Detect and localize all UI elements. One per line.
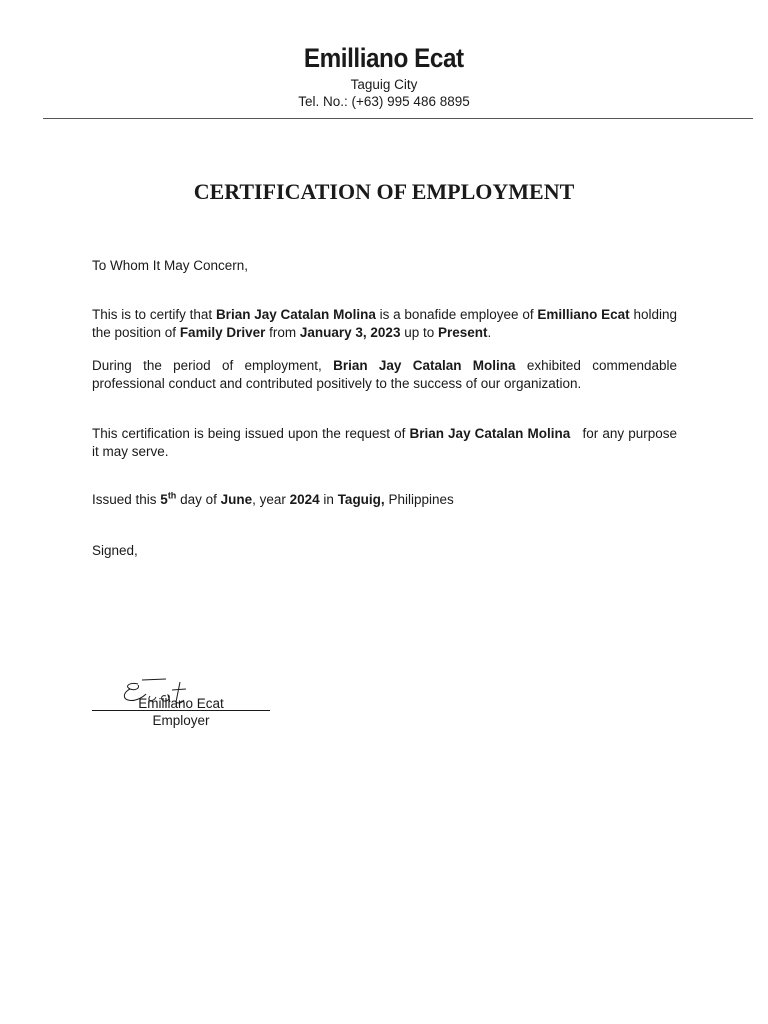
issue-day: 5th bbox=[160, 490, 177, 507]
letterhead-divider bbox=[43, 118, 753, 119]
signature-block bbox=[92, 676, 270, 736]
conduct-paragraph: During the period of employment, Brian Jay Catalan Molina exhibited commendable professional conduct and contributed positively to the success of our organization. bbox=[92, 358, 677, 391]
employee-name: Brian Jay Catalan Molina bbox=[215, 307, 376, 322]
signatory-title: Employer bbox=[152, 713, 210, 728]
end-date: Present bbox=[437, 324, 488, 340]
employee-name: Brian Jay Catalan Molina bbox=[409, 426, 571, 441]
certification-paragraph: This is to certify that Brian Jay Catalan Molina is a bonafide employee of Emilliano Ecat holding the position of Family Driver from January 3, 2023 up to Present. bbox=[92, 307, 677, 340]
company-name: Emilliano Ecat bbox=[304, 43, 464, 73]
employee-name: Brian Jay Catalan Molina bbox=[333, 358, 516, 373]
letterhead bbox=[0, 42, 768, 110]
company-city: Taguig City bbox=[350, 77, 418, 92]
issue-month: June bbox=[220, 492, 253, 507]
issue-place: Taguig, bbox=[337, 492, 385, 507]
signatory-name: Emilliano Ecat bbox=[138, 696, 224, 711]
salutation: To Whom It May Concern, bbox=[92, 258, 249, 273]
signed-label: Signed, bbox=[92, 543, 138, 558]
issue-year: 2024 bbox=[289, 492, 320, 507]
position-title: Family Driver bbox=[179, 324, 266, 340]
purpose-paragraph: This certification is being issued upon the request of Brian Jay Catalan Molina for any purpose it may serve. bbox=[92, 426, 681, 459]
company-telephone: Tel. No.: (+63) 995 486 8895 bbox=[298, 94, 470, 109]
document-title: CERTIFICATION OF EMPLOYMENT bbox=[193, 179, 575, 204]
issued-line: Issued this 5th day of June, year 2024 in Taguig, Philippines bbox=[92, 490, 454, 507]
employer-name: Emilliano Ecat bbox=[537, 307, 630, 322]
start-date: January 3, 2023 bbox=[299, 324, 401, 340]
